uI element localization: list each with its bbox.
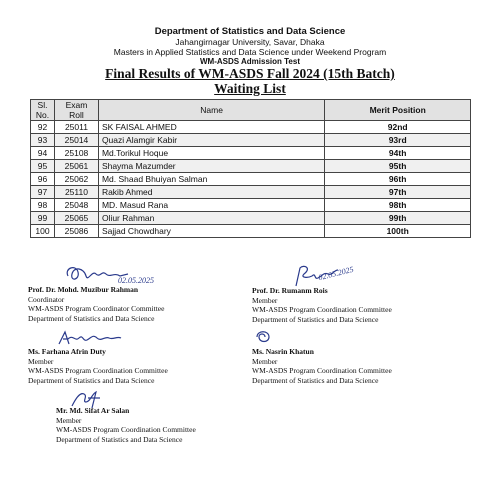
waiting-list-title: Waiting List [214, 81, 286, 96]
table-row [31, 147, 471, 160]
signatory-role: Coordinator [28, 294, 65, 304]
signatory-committee: WM-ASDS Program Coordination Committee [252, 305, 392, 314]
signatory-department: Department of Statistics and Data Science [252, 375, 379, 385]
signatory-committee: WM-ASDS Program Coordination Committee [252, 366, 392, 375]
department-heading: Department of Statistics and Data Science [154, 26, 346, 37]
name-cell: Md.Torikul Hoque [98, 147, 324, 160]
sl-no-header: Sl. No. [31, 100, 55, 121]
exam-roll-cell: 25065 [54, 212, 98, 225]
signature-scribble-3 [55, 328, 125, 348]
signatory-role: Member [252, 295, 278, 305]
name-cell: Md. Shaad Bhuiyan Salman [98, 173, 324, 186]
table-row [31, 225, 471, 238]
signatory-name: Ms. Farhana Afrin Duty [28, 347, 106, 356]
merit-cell: 98th [325, 199, 471, 212]
signature-scribble-4 [253, 328, 273, 346]
signatory-block-member-duty [28, 347, 168, 385]
name-cell: Rakib Ahmed [98, 186, 324, 199]
signatory-role: Member [252, 356, 278, 366]
table-row [31, 134, 471, 147]
sl-no-cell: 99 [31, 212, 55, 225]
merit-cell: 100th [325, 225, 471, 238]
exam-roll-cell: 25108 [54, 147, 98, 160]
table-row [31, 212, 471, 225]
table-row [31, 160, 471, 173]
signatory-name: Prof. Dr. Rumanm Rois [252, 286, 328, 295]
signatory-committee: WM-ASDS Program Coordinator Committee [28, 304, 165, 313]
merit-cell: 92nd [325, 121, 471, 134]
test-line: WM-ASDS Admission Test [199, 57, 300, 66]
sl-no-cell: 98 [31, 199, 55, 212]
merit-cell: 93rd [325, 134, 471, 147]
table-header-row [31, 100, 471, 121]
signatory-name: Mr. Md. Sifat Ar Salan [56, 406, 130, 415]
merit-cell: 99th [325, 212, 471, 225]
signatory-role: Member [28, 356, 54, 366]
signatory-role: Member [56, 415, 82, 425]
exam-roll-cell: 25048 [54, 199, 98, 212]
exam-roll-cell: 25011 [54, 121, 98, 134]
exam-roll-header: Exam Roll [54, 100, 98, 121]
merit-cell: 94th [325, 147, 471, 160]
merit-cell: 96th [325, 173, 471, 186]
exam-roll-cell: 25110 [54, 186, 98, 199]
signature-date-2: 02.05.2025 [317, 264, 355, 283]
name-cell: SK FAISAL AHMED [98, 121, 324, 134]
sl-no-cell: 95 [31, 160, 55, 173]
signatory-committee: WM-ASDS Program Coordination Committee [28, 366, 168, 375]
signatory-block-member-salan [56, 406, 196, 444]
name-header: Name [98, 100, 324, 121]
exam-roll-cell: 25086 [54, 225, 98, 238]
name-cell: Quazi Alamgir Kabir [98, 134, 324, 147]
table-row [31, 173, 471, 186]
table-row [31, 121, 471, 134]
program-line: Masters in Applied Statistics and Data Science under Weekend Program [113, 47, 387, 57]
signatory-name: Ms. Nasrin Khatun [252, 347, 314, 356]
signatory-block-member-khatun [252, 347, 392, 385]
signatory-name: Prof. Dr. Mohd. Muzibur Rahman [28, 285, 139, 294]
exam-roll-cell: 25062 [54, 173, 98, 186]
exam-roll-cell: 25061 [54, 160, 98, 173]
university-line: Jahangirnagar University, Savar, Dhaka [175, 37, 325, 47]
table-row [31, 199, 471, 212]
sl-no-cell: 96 [31, 173, 55, 186]
signatory-department: Department of Statistics and Data Science [28, 313, 155, 323]
merit-cell: 97th [325, 186, 471, 199]
merit-position-header: Merit Position [325, 100, 471, 121]
name-cell: Oliur Rahman [98, 212, 324, 225]
sl-no-cell: 92 [31, 121, 55, 134]
waiting-list-table [30, 99, 471, 238]
results-title: Final Results of WM-ASDS Fall 2024 (15th Batch) [105, 66, 395, 81]
signatory-department: Department of Statistics and Data Science [56, 434, 183, 444]
sl-no-cell: 93 [31, 134, 55, 147]
signature-date-1: 02.05.2025 [118, 276, 154, 285]
signatory-block-coordinator [28, 285, 164, 323]
signatory-department: Department of Statistics and Data Science [28, 375, 155, 385]
sl-no-cell: 97 [31, 186, 55, 199]
sl-no-cell: 94 [31, 147, 55, 160]
name-cell: Sajjad Chowdhary [98, 225, 324, 238]
exam-roll-cell: 25014 [54, 134, 98, 147]
signatory-block-member-rois [252, 286, 392, 324]
sl-no-cell: 100 [31, 225, 55, 238]
table-row [31, 186, 471, 199]
signatory-department: Department of Statistics and Data Science [252, 314, 379, 324]
name-cell: MD. Masud Rana [98, 199, 324, 212]
name-cell: Shayma Mazumder [98, 160, 324, 173]
signatory-committee: WM-ASDS Program Coordination Committee [56, 425, 196, 434]
merit-cell: 95th [325, 160, 471, 173]
